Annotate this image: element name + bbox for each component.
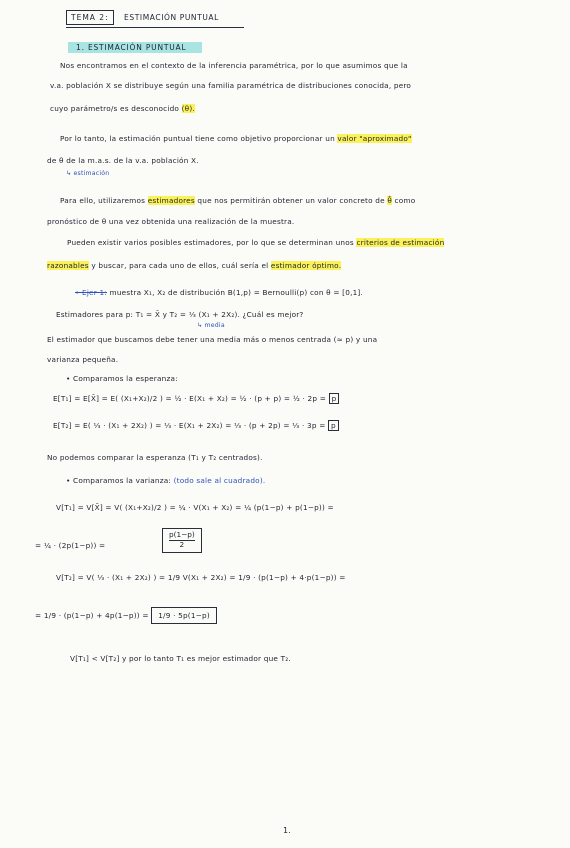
theta-hat-highlight: θ̂: [387, 196, 392, 205]
text-line-9: [47, 262, 341, 269]
equation-e-t1-result: p: [329, 393, 340, 404]
estimators-highlight: estimadores: [147, 196, 195, 205]
text-line-8-a: Pueden existir varios posibles estimadores, por lo que se determinan unos: [67, 238, 354, 247]
text-line-12: El estimador que buscamos debe tener una media más o menos centrada (≈ p) y una: [47, 335, 378, 344]
squared-note: (todo sale al cuadrado).: [173, 476, 266, 485]
mean-note: ↳ media: [197, 322, 225, 329]
equation-e-t2: [53, 422, 339, 429]
criteria-highlight: criterios de estimación: [356, 238, 445, 247]
conclusion-line: V[T₁] < V[T₂] y por lo tanto T₁ es mejor estimador que T₂.: [70, 654, 291, 663]
equation-e-t2-body: E[T₂] = E( ⅓ · (X₁ + 2X₂) ) = ⅓ · E(X₁ + 2X₂) = ⅓ · (p + 2p) = ⅓ · 3p =: [53, 421, 326, 430]
text-line-3-a: cuyo parámetro/s es desconocido: [50, 104, 180, 113]
approx-value-highlight: valor "aproximado": [337, 134, 412, 143]
equation-v-t2-cont: [35, 612, 217, 619]
text-line-8: [67, 239, 444, 246]
estimators-line: Estimadores para p: T₁ = X̄ y T₂ = ⅓ (X₁ + 2X₂). ¿Cuál es mejor?: [56, 310, 304, 319]
equation-v-t2: V[T₂] = V( ⅓ · (X₁ + 2X₂) ) = 1/9 V(X₁ + 2X₂) = 1/9 · (p(1−p) + 4·p(1−p)) =: [56, 573, 346, 582]
text-line-6-a: Para ello, utilizaremos: [60, 196, 146, 205]
variance-t1-numerator: p(1−p): [169, 530, 195, 539]
text-line-7: pronóstico de θ una vez obtenida una realización de la muestra.: [47, 217, 295, 226]
equation-e-t1: [53, 395, 339, 402]
title-underline: [66, 27, 244, 28]
optimal-estimator-highlight: estimador óptimo.: [270, 261, 342, 270]
text-line-13: varianza pequeña.: [47, 355, 119, 364]
text-line-6-e: como: [394, 196, 416, 205]
estimation-note: ↳ estimación: [66, 170, 110, 177]
text-line-4: [60, 135, 412, 142]
section-title: 1. ESTIMACIÓN PUNTUAL: [68, 42, 202, 53]
compare-variance-label: • Comparamos la varianza:: [66, 476, 172, 485]
example-label: • Ejer 1:: [75, 288, 107, 297]
example-text: muestra X₁, X₂ de distribución B(1,p) = Bernoulli(p) con θ = [0,1].: [109, 288, 363, 297]
reasonable-highlight: razonables: [47, 261, 89, 270]
variance-t1-denominator: 2: [179, 539, 185, 549]
text-line-6: [60, 197, 415, 204]
text-line-5: de θ de la m.a.s. de la v.a. población X.: [47, 156, 199, 165]
compare-variance: [66, 477, 265, 484]
page-number: 1.: [283, 826, 291, 835]
equation-e-t1-body: E[T₁] = E[X̄] = E( (X₁+X₂)/2 ) = ½ · E(X₁ + X₂) = ½ · (p + p) = ½ · 2p =: [53, 394, 327, 403]
variance-t1-result: [162, 528, 202, 553]
equation-e-t2-result: p: [328, 420, 339, 431]
topic-label: TEMA 2:: [66, 10, 114, 25]
compare-expectation: • Comparamos la esperanza:: [66, 374, 178, 383]
text-line-2: v.a. población X se distribuye según una familia paramétrica de distribuciones conocida, pero: [50, 81, 412, 90]
text-line-1: Nos encontramos en el contexto de la inferencia paramétrica, por lo que asumimos que la: [60, 61, 408, 70]
text-line-15: No podemos comparar la esperanza (T₁ y T₂ centrados).: [47, 453, 263, 462]
theta-highlight: (θ).: [181, 104, 195, 113]
variance-t2-result: 1/9 · 5p(1−p): [151, 607, 217, 624]
text-line-4-a: Por lo tanto, la estimación puntual tiene como objetivo proporcionar un: [60, 134, 335, 143]
topic-title: ESTIMACIÓN PUNTUAL: [124, 13, 219, 22]
example-line: [75, 289, 363, 296]
text-line-6-c: que nos permitirán obtener un valor concreto de: [197, 196, 385, 205]
text-line-9-b: y buscar, para cada uno de ellos, cuál sería el: [91, 261, 269, 270]
equation-v-t1-cont: = ¼ · (2p(1−p)) =: [35, 541, 106, 550]
equation-v-t2-body: = 1/9 · (p(1−p) + 4p(1−p)) =: [35, 611, 149, 620]
text-line-3: [50, 105, 195, 112]
equation-v-t1: V[T₁] = V[X̄] = V( (X₁+X₂)/2 ) = ¼ · V(X₁ + X₂) = ¼ (p(1−p) + p(1−p)) =: [56, 503, 334, 512]
